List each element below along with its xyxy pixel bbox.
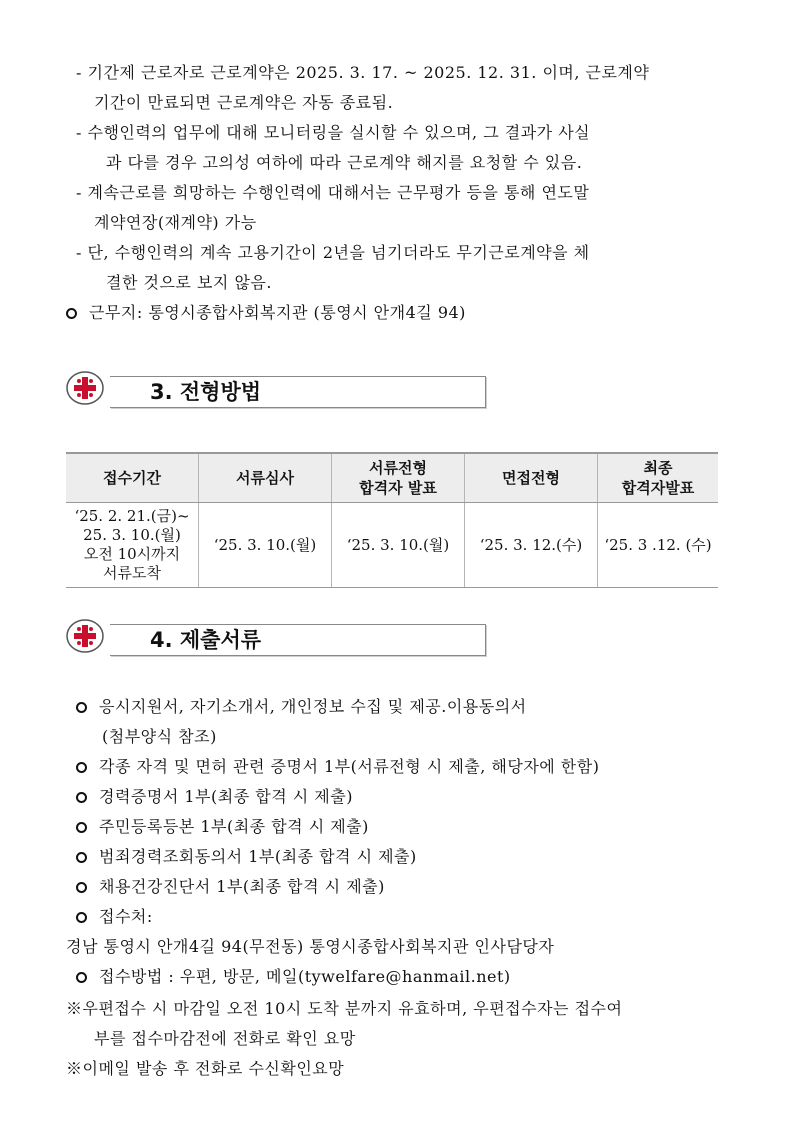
- circle-bullet-icon: [76, 912, 87, 923]
- header-document-result: 서류전형 합격자 발표: [332, 453, 465, 503]
- workplace-text: 근무지: 통영시종합사회복지관 (통영시 안개4길 94): [89, 303, 466, 322]
- table-header-row: [66, 453, 718, 503]
- contract-item-4-line2: 결한 것으로 보지 않음.: [106, 273, 272, 292]
- document-item-1-text: 응시지원서, 자기소개서, 개인정보 수집 및 제공.이용동의서: [99, 697, 527, 716]
- reception-method-text: 접수방법 : 우편, 방문, 메일(tywelfare@hanmail.net): [99, 967, 511, 986]
- reception-place-label: [76, 906, 153, 928]
- document-item-5-text: 범죄경력조회동의서 1부(최종 합격 시 제출): [99, 847, 417, 866]
- caritas-emblem-icon: [66, 370, 108, 406]
- postal-note-line1: ※우편접수 시 마감일 오전 10시 도착 분까지 유효하며, 우편접수자는 접수여: [66, 999, 623, 1018]
- header-reception-period: 접수기간: [66, 453, 199, 503]
- cell-final-result: ‘25. 3 .12. (수): [598, 503, 719, 588]
- cell-reception-period: ‘25. 2. 21.(금)~ 25. 3. 10.(월) 오전 10시까지 서류도착: [66, 503, 199, 588]
- circle-bullet-icon: [76, 972, 87, 983]
- circle-bullet-icon: [76, 762, 87, 773]
- reception-address: 경남 통영시 안개4길 94(무전동) 통영시종합사회복지관 인사담당자: [66, 937, 555, 956]
- email-note: ※이메일 발송 후 전화로 수신확인요망: [66, 1059, 345, 1078]
- contract-item-3-line2: 계약연장(재계약) 가능: [94, 213, 257, 232]
- cell-interview: ‘25. 3. 12.(수): [465, 503, 598, 588]
- section-4-title: 4. 제출서류: [150, 628, 262, 652]
- contract-item-3-line1: - 계속근로를 희망하는 수행인력에 대해서는 근무평가 등을 통해 연도말: [76, 183, 590, 202]
- schedule-table: [66, 452, 718, 588]
- document-item-5: [76, 846, 417, 868]
- section-4-heading: [66, 618, 486, 656]
- cell-document-result: ‘25. 3. 10.(월): [332, 503, 465, 588]
- reception-place-label-text: 접수처:: [99, 907, 153, 926]
- document-item-3: [76, 786, 353, 808]
- table-row: [66, 503, 718, 588]
- circle-bullet-icon: [76, 822, 87, 833]
- document-item-6-text: 채용건강진단서 1부(최종 합격 시 제출): [99, 877, 385, 896]
- document-item-6: [76, 876, 385, 898]
- document-item-3-text: 경력증명서 1부(최종 합격 시 제출): [99, 787, 353, 806]
- contract-item-1-line2: 기간이 만료되면 근로계약은 자동 종료됨.: [94, 93, 394, 112]
- circle-bullet-icon: [76, 702, 87, 713]
- reception-method: [76, 966, 511, 988]
- workplace-line: [66, 302, 466, 324]
- attachment-note: (첨부양식 참조): [102, 727, 217, 746]
- postal-note-line2: 부를 접수마감전에 전화로 확인 요망: [94, 1029, 356, 1048]
- header-final-result: 최종 합격자발표: [598, 453, 719, 503]
- section-3-heading: [66, 370, 486, 408]
- document-item-4: [76, 816, 369, 838]
- header-document-review: 서류심사: [199, 453, 332, 503]
- section-3-title: 3. 전형방법: [150, 380, 262, 404]
- contract-item-4-line1: - 단, 수행인력의 계속 고용기간이 2년을 넘기더라도 무기근로계약을 체: [76, 243, 590, 262]
- circle-bullet-icon: [66, 308, 77, 319]
- circle-bullet-icon: [76, 792, 87, 803]
- contract-item-2-line2: 과 다를 경우 고의성 여하에 따라 근로계약 해지를 요청할 수 있음.: [106, 153, 583, 172]
- circle-bullet-icon: [76, 882, 87, 893]
- circle-bullet-icon: [76, 852, 87, 863]
- caritas-emblem-icon: [66, 618, 108, 654]
- document-item-2: [76, 756, 599, 778]
- contract-item-2-line1: - 수행인력의 업무에 대해 모니터링을 실시할 수 있으며, 그 결과가 사실: [76, 123, 591, 142]
- document-item-2-text: 각종 자격 및 면허 관련 증명서 1부(서류전형 시 제출, 해당자에 한함): [99, 757, 600, 776]
- contract-item-1-line1: - 기간제 근로자로 근로계약은 2025. 3. 17. ~ 2025. 12. 31. 이며, 근로계약: [76, 63, 650, 82]
- header-interview: 면접전형: [465, 453, 598, 503]
- document-item-4-text: 주민등록등본 1부(최종 합격 시 제출): [99, 817, 369, 836]
- cell-document-review: ‘25. 3. 10.(월): [199, 503, 332, 588]
- document-item-1: [76, 696, 527, 718]
